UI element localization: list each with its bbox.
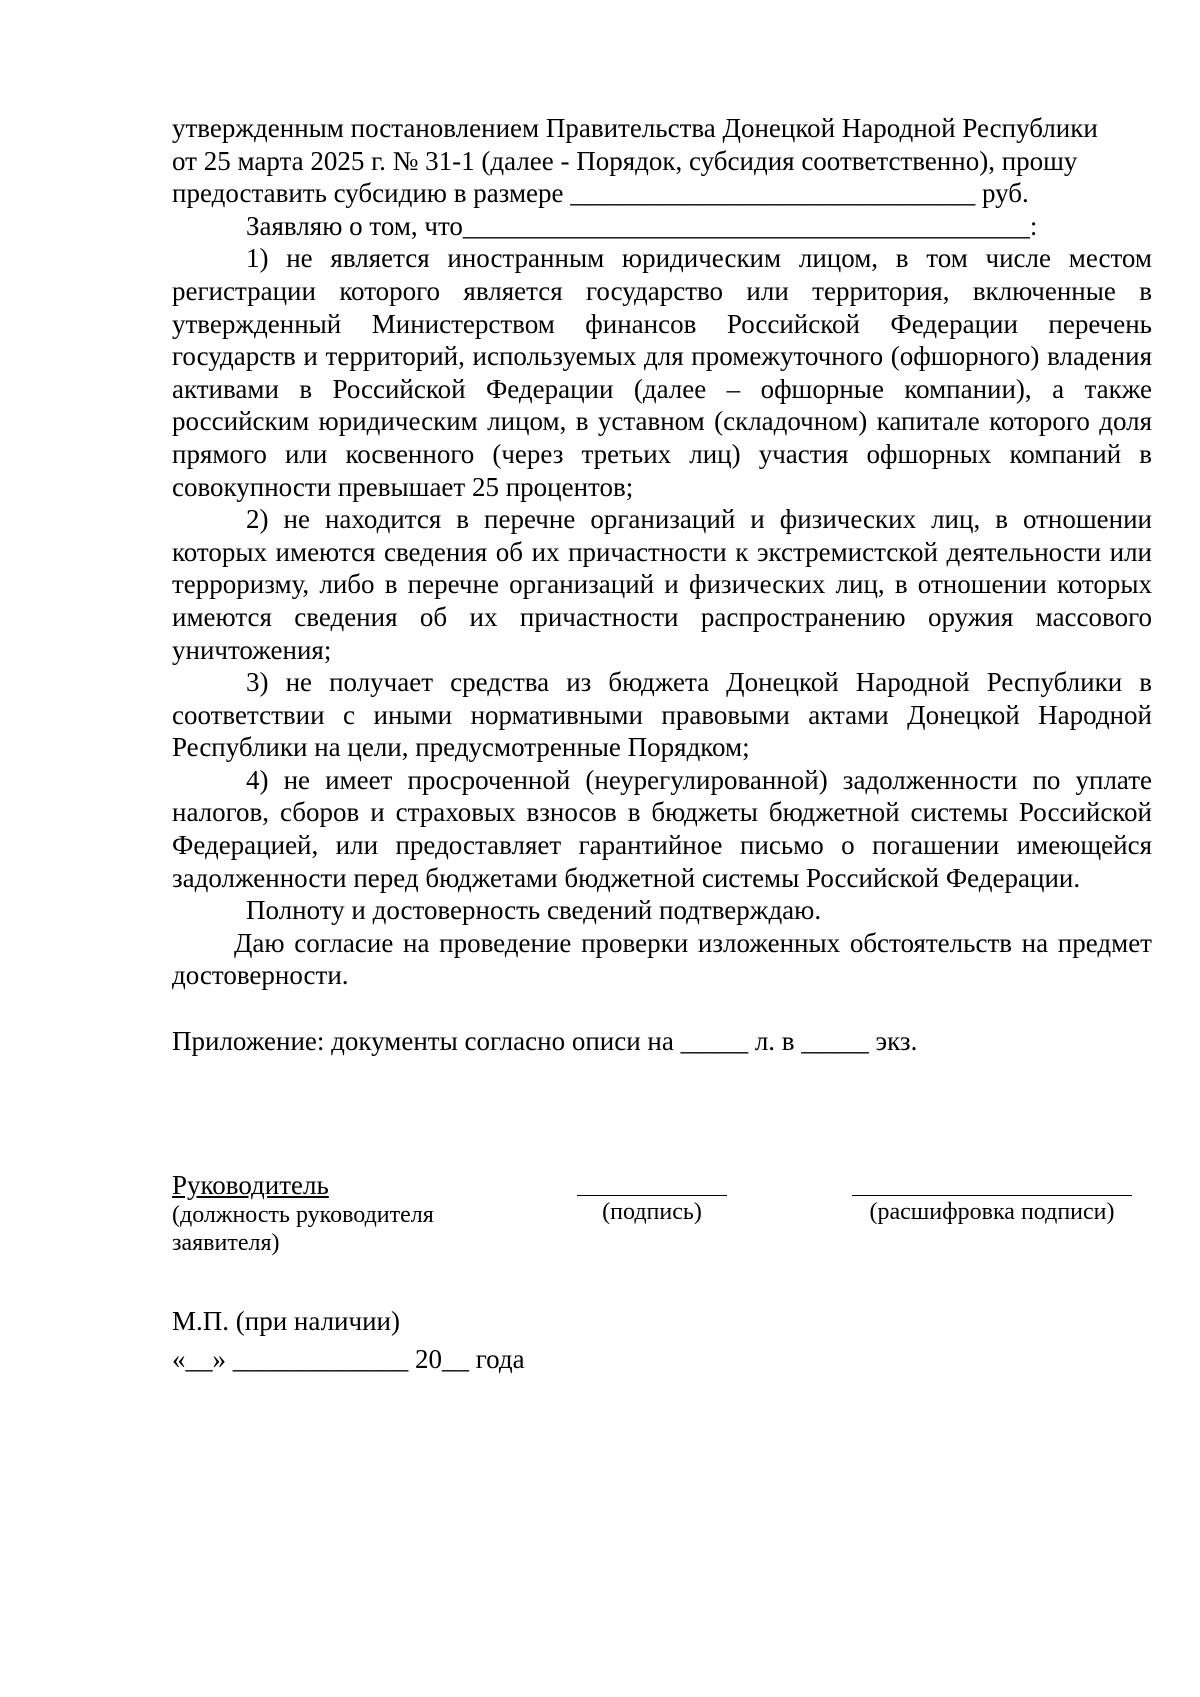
item-4: 4) не имеет просроченной (неурегулированной) задолженности по уплате налогов, сборов и страховых взносов в бюджеты бюджетной системы Российской Федерацией, или предоставляет гарантийное письмо о погашении имеющейся задолженности перед бюджетами бюджетной системы Российской Федерации.	[172, 764, 1152, 893]
attachment-text: Приложение: документы согласно описи на _____ л. в _____ экз.	[172, 1026, 918, 1057]
intro-line-1: утвержденным постановлением Правительства Донецкой Народной Республики	[172, 113, 1098, 143]
stamp-text: М.П. (при наличии)	[172, 1305, 400, 1336]
intro-block	[172, 112, 1152, 210]
signature-decode-line	[852, 1195, 1132, 1196]
item-3: 3) не получает средства из бюджета Донецкой Народной Республики в соответствии с иными нормативными правовыми актами Донецкой Народной Республики на цели, предусмотренные Порядком;	[172, 667, 1152, 763]
declare-line: Заявляю о том, что__________________________________________:	[246, 210, 1038, 241]
item-1: 1) не является иностранным юридическим лицом, в том числе местом регистрации которого является государство или территория, включенные в утвержденный Министерством финансов Российской Федерации перечень государств и территорий, используемых для промежуточного (офшорного) владения активами в Российской Федерации (далее – офшорные компании), а также российским юридическим лицом, в уставном (складочном) капитале которого доля прямого или косвенного (через третьих лиц) участия офшорных компаний в совокупности превышает 25 процентов;	[172, 243, 1152, 502]
signatory-title-caption: (должность руководителя заявителя)	[172, 1201, 434, 1256]
signature-line	[577, 1195, 727, 1196]
signature-decode-caption: (расшифровка подписи)	[869, 1198, 1115, 1225]
confirm-text: Полноту и достоверность сведений подтверждаю.	[246, 895, 822, 926]
item-2: 2) не находится в перечне организаций и физических лиц, в отношении которых имеются сведения об их причастности к экстремистской деятельности или терроризму, либо в перечне организаций и физических лиц, в отношении которых имеются сведения об их причастности распространению оружия массового уничтожения;	[172, 504, 1152, 665]
spacer	[172, 1058, 1152, 1170]
signature-block	[172, 1170, 1152, 1262]
spacer	[172, 992, 1152, 1025]
consent-text: Даю согласие на проведение проверки изложенных обстоятельств на предмет достоверности.	[172, 927, 1152, 991]
intro-line-3: предоставить субсидию в размере ______________________________ руб.	[172, 178, 1029, 209]
date-line: «__» _____________ 20__ года	[172, 1343, 525, 1374]
signatory-title: Руководитель	[172, 1169, 329, 1200]
signature-decode-column	[852, 1170, 1132, 1226]
signature-column	[577, 1170, 727, 1226]
intro-line-2: от 25 марта 2025 г. № 31-1 (далее - Порядок, субсидия соответственно), прошу	[172, 145, 1078, 176]
signature-caption: (подпись)	[602, 1198, 702, 1225]
spacer	[172, 1262, 1152, 1302]
document-page	[172, 112, 1152, 1378]
signatory-title-column	[172, 1170, 492, 1257]
